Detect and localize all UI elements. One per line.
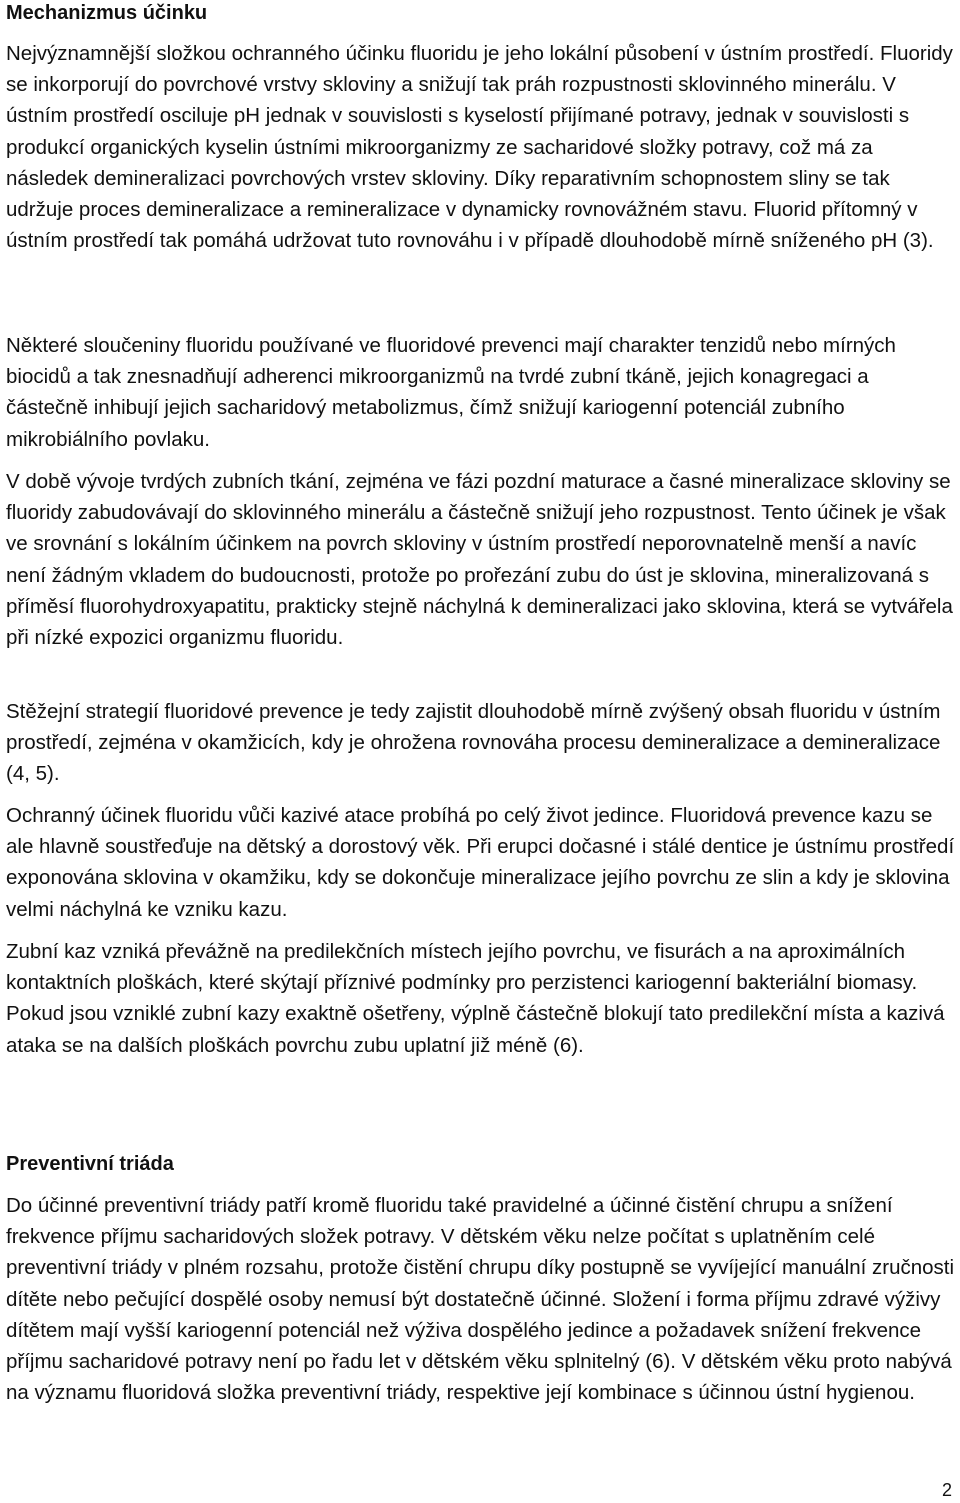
paragraph: Některé sloučeniny fluoridu používané ve fluoridové prevenci mají charakter tenzidů nebo mírných biocidů a tak znesnadňují adherenci mikroorganizmů na tvrdé zubní tkáně, jejich konagregaci a částečně inhibují jejich sacharidový metabolizmus, čímž snižují kariogenní potenciál zubního mikrobiálního povlaku.	[6, 334, 896, 451]
paragraph: Ochranný účinek fluoridu vůči kazivé atace probíhá po celý život jedince. Fluoridová prevence kazu se ale hlavně soustřeďuje na dětský a dorostový věk. Při erupci dočasné i stálé dentice je ústnímu prostředí exponována sklovina v okamžiku, kdy se dokončuje mineralizace jejího povrchu ze slin a kdy je sklovina velmi náchylná ke vzniku kazu.	[6, 804, 955, 921]
section-heading-preventive-triad: Preventivní triáda	[6, 1153, 174, 1175]
page-number: 2	[941, 1480, 952, 1500]
paragraph: Nejvýznamnější složkou ochranného účinku fluoridu je jeho lokální působení v ústním prostředí. Fluoridy se inkorporují do povrchové vrstvy skloviny a snižují tak práh rozpustnosti sklovinného minerálu. V ústním prostředí osciluje pH jednak v souvislosti s kyselostí přijímané potravy, jednak v souvislosti s produkcí organických kyselin ústními mikroorganizmy ze sacharidové složky potravy, což má za následek demineralizaci povrchových vrstev skloviny. Díky reparativním schopnostem sliny se tak udržuje proces demineralizace a remineralizace v dynamicky rovnovážném stavu. Fluorid přítomný v ústním prostředí tak pomáhá udržovat tuto rovnováhu i v případě dlouhodobě mírně sníženého pH (3).	[6, 42, 953, 253]
paragraph: Zubní kaz vzniká převážně na predilekčních místech jejího povrchu, ve fisurách a na aproximálních kontaktních ploškách, které skýtají příznivé podmínky pro perzistenci kariogenní bakteriální biomasy. Pokud jsou vzniklé zubní kazy exaktně ošetřeny, výplně částečně blokují tato predilekční místa a kazivá ataka se na dalších ploškách povrchu zubu uplatní již méně (6).	[6, 940, 945, 1057]
paragraph: Do účinné preventivní triády patří kromě fluoridu také pravidelné a účinné čistění chrupu a snížení frekvence příjmu sacharidových složek potravy. V dětském věku nelze počítat s uplatněním celé preventivní triády v plném rozsahu, protože čistění chrupu díky postupně se vyvíjející manuální zručnosti dítěte nebo pečující dospělé osoby nemusí být dostatečně účinné. Složení i forma příjmu zdravé výživy dítětem mají vyšší kariogenní potenciál než výživa dospělého jedince a požadavek snížení frekvence příjmu sacharidové potravy není po řadu let v dětském věku splnitelný (6). V dětském věku proto nabývá na významu fluoridová složka preventivní triády, respektive její kombinace s účinnou ústní hygienou.	[6, 1194, 955, 1405]
paragraph: V době vývoje tvrdých zubních tkání, zejména ve fázi pozdní maturace a časné mineralizace skloviny se fluoridy zabudovávají do sklovinného minerálu a částečně snižují jeho rozpustnost. Tento účinek je však ve srovnání s lokálním účinkem na povrch skloviny v ústním prostředí neporovnatelně menší a navíc není žádným vkladem do budoucnosti, protože po prořezání zubu do úst je sklovina, mineralizovaná s příměsí fluorohydroxyapatitu, prakticky stejně náchylná k demineralizaci jako sklovina, která se vytvářela při nízké expozici organizmu fluoridu.	[6, 470, 953, 650]
section-heading-mechanism: Mechanizmus účinku	[6, 2, 208, 24]
paragraph: Stěžejní strategií fluoridové prevence je tedy zajistit dlouhodobě mírně zvýšený obsah fluoridu v ústním prostředí, zejména v okamžicích, kdy je ohrožena rovnováha procesu demineralizace a demineralizace (4, 5).	[6, 700, 941, 786]
